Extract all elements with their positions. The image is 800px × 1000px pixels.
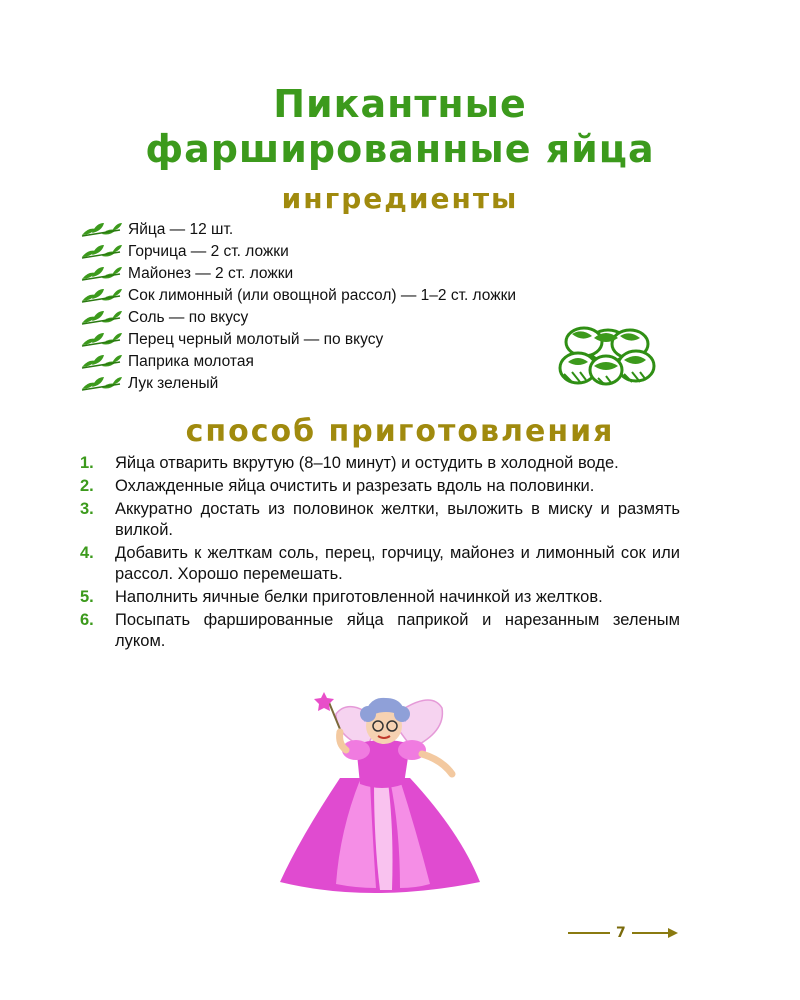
ingredient-text: Перец черный молотый — по вкусу [128, 331, 384, 348]
step-text: Добавить к желткам соль, перец, горчицу, майонез и лимонный сок или рассол. Хорошо перемешать. [115, 544, 680, 583]
ingredient-text: Лук зеленый [128, 375, 219, 392]
step-number: 4. [80, 544, 94, 562]
ingredient-item [80, 241, 640, 263]
step-text: Посыпать фаршированные яйца паприкой и нарезанным зеленым луком. [115, 611, 680, 650]
leaf-sprig-icon [80, 375, 124, 393]
fairy-godmother-illustration [270, 688, 500, 893]
step-text: Наполнить яичные белки приготовленной начинкой из желтков. [115, 588, 603, 606]
ingredients-heading: ингредиенты [281, 182, 519, 215]
step-number: 3. [80, 500, 94, 518]
leaf-sprig-icon [80, 221, 124, 239]
ingredient-text: Соль — по вкусу [128, 309, 249, 326]
ingredient-text: Яйца — 12 шт. [128, 221, 234, 238]
ingredient-text: Паприка молотая [128, 353, 254, 370]
title-line-2: фаршированные яйца [145, 127, 655, 171]
page-footer [568, 920, 683, 946]
step-text: Яйца отварить вкрутую (8–10 минут) и остудить в холодной воде. [115, 454, 619, 472]
step-number: 6. [80, 611, 94, 629]
method-steps-list [80, 453, 680, 654]
leaf-sprig-icon [80, 353, 124, 371]
ingredient-text: Сок лимонный (или овощной рассол) — 1–2 ст. ложки [128, 287, 517, 304]
title-line-1: Пикантные [273, 82, 527, 126]
step-number: 5. [80, 588, 94, 606]
method-step [80, 610, 680, 652]
ingredient-item [80, 285, 640, 307]
step-text: Охлажденные яйца очистить и разрезать вдоль на половинки. [115, 477, 595, 495]
ingredient-item [80, 219, 640, 241]
method-step [80, 499, 680, 541]
step-text: Аккуратно достать из половинок желтки, выложить в миску и размять вилкой. [115, 500, 680, 539]
leaf-sprig-icon [80, 287, 124, 305]
leaf-sprig-icon [80, 331, 124, 349]
method-step [80, 453, 680, 474]
ingredient-item [80, 263, 640, 285]
method-step [80, 587, 680, 608]
page-number: 7 [616, 925, 626, 941]
stuffed-eggs-illustration [550, 322, 662, 388]
arrow-right-icon [632, 927, 678, 939]
step-number: 1. [80, 454, 94, 472]
method-heading: способ приготовления [185, 414, 615, 449]
leaf-sprig-icon [80, 243, 124, 261]
method-step [80, 476, 680, 497]
leaf-sprig-icon [80, 309, 124, 327]
ingredient-text: Горчица — 2 ст. ложки [128, 243, 289, 260]
leaf-sprig-icon [80, 265, 124, 283]
step-number: 2. [80, 477, 94, 495]
footer-rule [568, 932, 610, 934]
recipe-title [60, 82, 740, 172]
method-step [80, 543, 680, 585]
ingredient-text: Майонез — 2 ст. ложки [128, 265, 294, 282]
